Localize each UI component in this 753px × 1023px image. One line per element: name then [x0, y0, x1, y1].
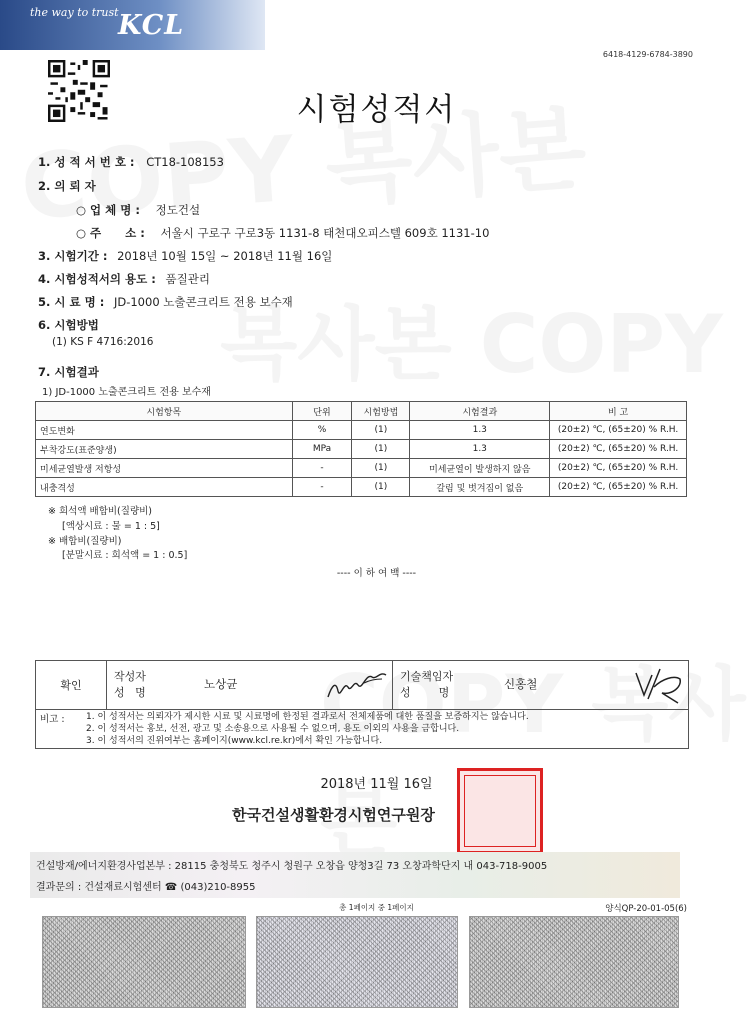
remark-item: 3. 이 성적서의 진위여부는 홈페이지(www.kcl.re.kr)에서 확인 가능합니다.	[86, 736, 383, 746]
table-row	[36, 440, 687, 459]
cell-unit: -	[292, 459, 352, 478]
remark-item: 2. 이 성적서는 홍보, 선전, 광고 및 소송용으로 사용될 수 없으며, 용도 이외의 사용을 금합니다.	[86, 724, 460, 734]
purpose-label: 4. 시험성적서의 용도 :	[38, 272, 156, 286]
period-row	[38, 248, 332, 264]
address-label: ○ 주 소 :	[76, 226, 145, 240]
footnote-1: ※ 희석액 배합비(질량비)	[48, 506, 153, 517]
remarks-label: 비고 :	[40, 714, 65, 725]
cell-result: 갈림 및 벗겨짐이 없음	[410, 478, 550, 497]
footnote-1-detail: [액상시료 : 물 = 1 : 5]	[62, 521, 160, 532]
company-value: 정도건설	[155, 203, 201, 217]
footnote-2: ※ 배합비(질량비)	[48, 536, 122, 547]
remarks-list	[86, 711, 529, 747]
address-row	[76, 225, 489, 241]
col-header-method: 시험방법	[352, 402, 410, 421]
cell-item: 미세균열발생 저항성	[36, 459, 293, 478]
kcl-logo: KCL	[118, 10, 185, 41]
footnote-2-detail: [분말시료 : 희석액 = 1 : 0.5]	[62, 550, 188, 561]
results-table	[35, 401, 687, 497]
page-indicator: 총 1페이지 중 1페이지	[339, 903, 414, 912]
cell-unit: %	[292, 421, 352, 440]
period-label: 3. 시험기간 :	[38, 249, 108, 263]
cell-item: 연도변화	[36, 421, 293, 440]
sample-value: JD-1000 노출콘크리트 전용 보수재	[113, 295, 293, 309]
cell-unit: MPa	[292, 440, 352, 459]
official-seal-stamp	[457, 768, 543, 854]
writer-name: 노상균	[204, 677, 238, 691]
sample-row	[38, 294, 293, 310]
table-row	[36, 459, 687, 478]
cert-number-row	[38, 154, 224, 170]
cell-result: 1.3	[410, 421, 550, 440]
issue-date: 2018년 11월 16일	[320, 777, 433, 792]
watermark	[220, 280, 723, 395]
footer-address: 건설방재/에너지환경사업본부 : 28115 충청북도 청주시 청원구 오창읍 양청3길 73 오창과학단지 내 043-718-9005	[36, 861, 548, 872]
cell-result: 미세균열이 발생하지 않음	[410, 459, 550, 478]
cell-item: 부착강도(표준양생)	[36, 440, 293, 459]
remarks-box	[35, 708, 689, 749]
institute-name: 한국건설생활환경시험연구원장	[232, 806, 435, 824]
col-header-item: 시험항목	[36, 402, 293, 421]
confirmation-box	[35, 660, 689, 710]
tech-manager-name: 신홍철	[504, 677, 538, 691]
cell-remark: (20±2) ℃, (65±20) % R.H.	[550, 440, 687, 459]
method-label: 6. 시험방법	[38, 318, 99, 332]
security-pattern	[42, 916, 246, 1008]
confirm-label: 확인	[60, 679, 82, 692]
cell-method: (1)	[352, 440, 410, 459]
document-code: 6418-4129-6784-3890	[602, 50, 693, 59]
cert-number-label: 1. 성 적 서 번 호 :	[38, 155, 135, 169]
results-row	[38, 364, 99, 380]
sample-label: 5. 시 료 명 :	[38, 295, 105, 309]
footer-contact: 결과문의 : 건설재료시험센터 ☎ (043)210-8955	[36, 882, 256, 893]
page-title: 시험성적서	[296, 92, 457, 128]
cert-number-value: CT18-108153	[146, 155, 224, 169]
cell-method: (1)	[352, 478, 410, 497]
form-number: 양식QP-20-01-05(6)	[605, 904, 687, 914]
col-header-result: 시험결과	[410, 402, 550, 421]
cell-unit: -	[292, 478, 352, 497]
security-pattern	[469, 916, 679, 1008]
client-row	[38, 178, 96, 194]
purpose-row	[38, 271, 210, 287]
results-subtitle: 1) JD-1000 노출콘크리트 전용 보수재	[42, 387, 211, 398]
table-row	[36, 478, 687, 497]
cell-remark: (20±2) ℃, (65±20) % R.H.	[550, 478, 687, 497]
cell-remark: (20±2) ℃, (65±20) % R.H.	[550, 421, 687, 440]
cell-method: (1)	[352, 459, 410, 478]
tagline: the way to trust	[30, 6, 119, 19]
company-row	[76, 202, 200, 218]
remark-item: 1. 이 성적서는 의뢰자가 제시한 시료 및 시료명에 한정된 결과로서 전체제품에 대한 품질을 보증하지는 않습니다.	[86, 712, 529, 722]
writer-name-label: 성 명	[114, 686, 146, 699]
tech-manager-name-label: 성 명	[400, 686, 450, 699]
results-label: 7. 시험결과	[38, 365, 99, 379]
cell-result: 1.3	[410, 440, 550, 459]
col-header-unit: 단위	[292, 402, 352, 421]
method-row	[38, 317, 99, 333]
client-label: 2. 의 뢰 자	[38, 179, 96, 193]
cell-method: (1)	[352, 421, 410, 440]
writer-label: 작성자	[114, 670, 146, 683]
tech-manager-signature-icon	[632, 665, 684, 705]
purpose-value: 품질관리	[165, 272, 210, 286]
company-label: ○ 업 체 명 :	[76, 203, 140, 217]
address-value: 서울시 구로구 구로3동 1131-8 태천대오피스텔 609호 1131-10	[160, 226, 490, 240]
tech-manager-label: 기술책임자	[400, 670, 454, 683]
col-header-remark: 비 고	[550, 402, 687, 421]
period-value: 2018년 10월 15일 ~ 2018년 11월 16일	[117, 249, 333, 263]
table-row	[36, 421, 687, 440]
end-of-content-mark: ---- 이 하 여 백 ----	[336, 568, 417, 579]
table-header-row	[36, 402, 687, 421]
writer-signature-icon	[324, 667, 388, 703]
security-pattern	[256, 916, 458, 1008]
cell-item: 내충격성	[36, 478, 293, 497]
method-value: (1) KS F 4716:2016	[52, 336, 154, 348]
cell-remark: (20±2) ℃, (65±20) % R.H.	[550, 459, 687, 478]
